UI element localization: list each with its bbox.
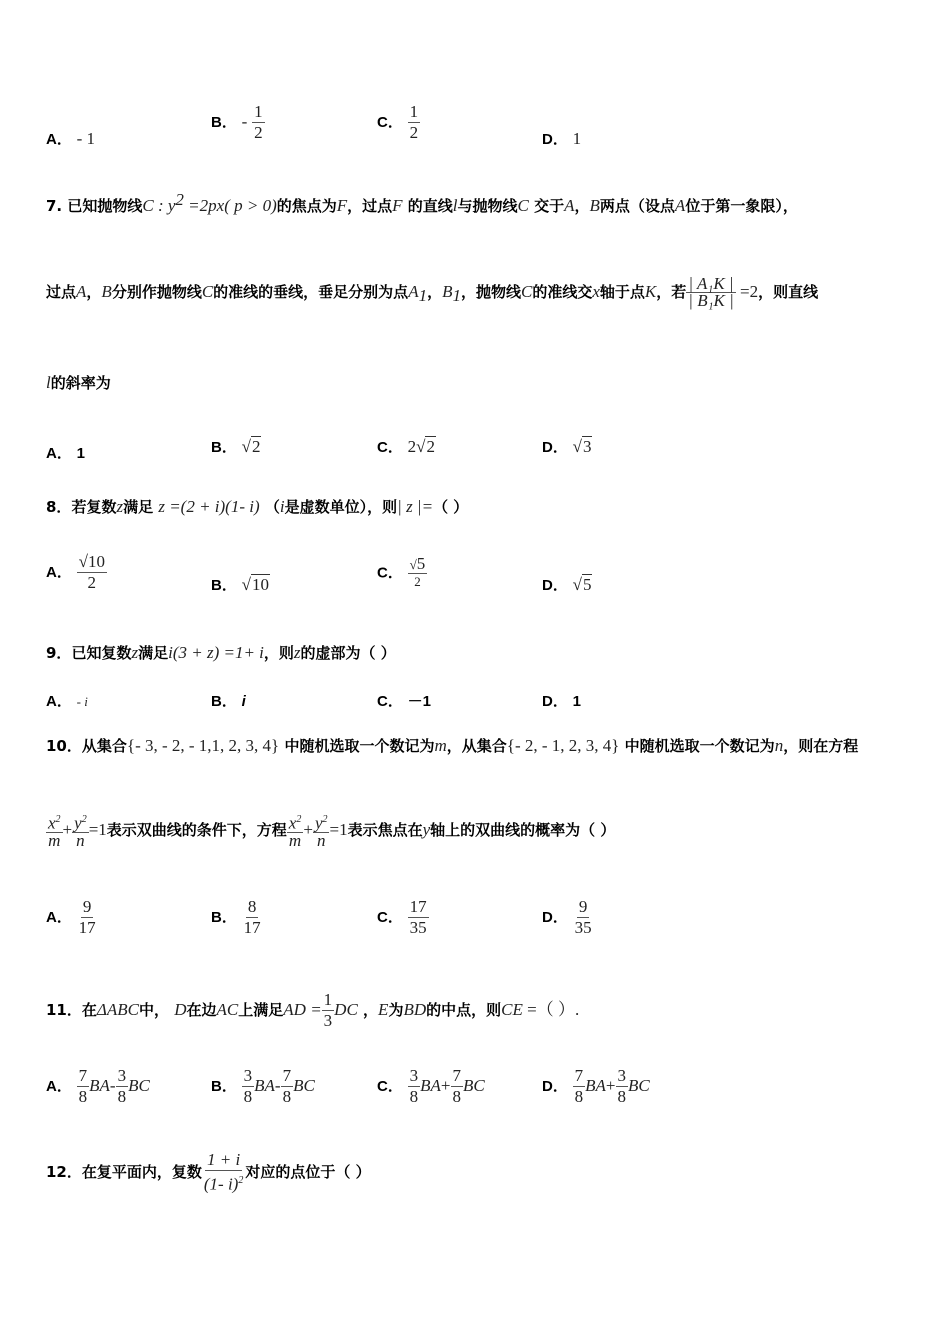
complex-fraction: $\frac{1 + i}{(1- i)^2}$	[203, 1150, 244, 1194]
option-label: D．	[542, 131, 568, 148]
sqrt-expression: √3	[572, 437, 592, 456]
coef-fraction: $\frac{7}{8}$	[282, 1066, 292, 1106]
option-label: B．	[211, 1078, 237, 1095]
sqrt-expression: √2	[241, 437, 261, 456]
q7-option-d[interactable]	[542, 436, 592, 457]
q6-option-d[interactable]	[542, 128, 581, 149]
coef-fraction: $\frac{3}{8}$	[117, 1066, 127, 1106]
option-label: D．	[542, 1078, 568, 1095]
q8-option-c[interactable]	[377, 556, 427, 590]
equation-fraction-x: $\frac{x^2}{m}$	[48, 813, 61, 850]
option-label: C．	[377, 1078, 403, 1095]
option-value: - i	[76, 694, 88, 709]
q6-option-b[interactable]	[211, 102, 265, 143]
coef-fraction: $\frac{3}{8}$	[617, 1066, 626, 1106]
option-value: i	[241, 693, 246, 710]
q10-option-c[interactable]	[377, 897, 429, 938]
ratio-fraction: $\frac{\text{| A₁K |}}{\text{| B₁K |}}$	[688, 274, 734, 310]
option-label: B．	[211, 439, 237, 456]
q9-stem: 9．已知复数z满足i(3 + z) =1+ i，则z的虚部为（ ）	[46, 643, 396, 662]
option-fraction: $\frac{√5}{2}$	[409, 554, 426, 589]
q7-stem-line3: l的斜率为	[46, 373, 111, 392]
q11-stem: 11．在ΔABC中， D在边AC上满足AD = $\frac{1}{3}$ DC ，E为BD的中点，则CE =（ ）.	[46, 990, 580, 1030]
option-value: 1	[572, 693, 581, 710]
option-label: C．	[377, 564, 403, 582]
option-label: A．	[46, 564, 72, 581]
option-fraction: $\frac{√10}{2}$	[78, 552, 105, 592]
option-label: A．	[46, 445, 72, 462]
coef-fraction: $\frac{7}{8}$	[574, 1066, 584, 1106]
q8-option-d[interactable]	[542, 574, 592, 595]
q7-stem-line1: 7. 已知抛物线C : $y^2 =2px$( p > 0)的焦点为F，过点F 的直线l与抛物线C 交于A，B两点（设点A位于第一象限），	[46, 190, 798, 215]
equation-fraction-x: $\frac{x^2}{m}$	[288, 813, 302, 850]
q8-stem: 8．若复数z满足 z =(2 + i)(1- i) （i是虚数单位），则| z |=（ ）	[46, 497, 469, 516]
option-fraction: $\frac{9}{35}$	[574, 897, 592, 937]
sqrt-expression: √5	[572, 575, 592, 594]
option-label: B．	[211, 577, 237, 594]
q6-option-a[interactable]	[46, 128, 95, 149]
q7-stem-line2: 过点A，B分别作抛物线C的准线的垂线，垂足分别为点$A_1$，$B_1$，抛物线C的准线交x轴于点K，若 $\frac{\text{| A₁K |}}{\text{| B₁K |}}$ =2，则直线	[46, 274, 819, 310]
q7-option-a[interactable]	[46, 442, 85, 463]
option-label: A．	[46, 1078, 72, 1095]
ad-fraction: $\frac{1}{3}$	[323, 990, 333, 1030]
equation-fraction-y: $\frac{y^2}{n}$	[74, 813, 87, 850]
option-label: B．	[211, 114, 237, 131]
q7-option-c[interactable]	[377, 436, 436, 457]
q10-stem-line1: 10．从集合{- 3, - 2, - 1,1, 2, 3, 4} 中随机选取一个数记为m，从集合{- 2, - 1, 2, 3, 4} 中随机选取一个数记为n，则在方程	[46, 736, 859, 755]
q9-option-b[interactable]	[211, 690, 246, 711]
q11-option-a[interactable]: A． $\frac{7}{8}$ BA- $\frac{3}{8}$ BC	[46, 1066, 150, 1106]
option-label: A．	[46, 693, 72, 710]
equation-fraction-y: $\frac{y^2}{n}$	[314, 813, 328, 850]
coef-fraction: $\frac{7}{8}$	[452, 1066, 461, 1106]
option-label: B．	[211, 693, 237, 710]
sqrt-expression: √10	[241, 575, 269, 594]
q11-option-b[interactable]: B． $\frac{3}{8}$ BA- $\frac{7}{8}$ BC	[211, 1066, 315, 1106]
option-label: B．	[211, 909, 237, 926]
option-fraction: $\frac{17}{35}$	[409, 897, 427, 937]
sqrt-expression: 2√2	[407, 437, 435, 456]
option-label: D．	[542, 577, 568, 594]
option-label: A．	[46, 131, 72, 148]
q9-option-a[interactable]	[46, 690, 88, 711]
q9-option-d[interactable]	[542, 690, 581, 711]
option-fraction: $\frac{1}{2}$	[254, 102, 263, 142]
q8-option-b[interactable]	[211, 574, 270, 595]
option-label: D．	[542, 909, 568, 926]
q10-option-d[interactable]	[542, 897, 594, 938]
option-label: C．	[377, 439, 403, 456]
option-fraction: $\frac{8}{17}$	[243, 897, 261, 937]
option-label: C．	[377, 114, 403, 131]
option-fraction: $\frac{1}{2}$	[409, 102, 419, 142]
q10-option-a[interactable]	[46, 897, 98, 938]
q8-option-a[interactable]	[46, 552, 107, 593]
option-label: D．	[542, 439, 568, 456]
option-fraction: $\frac{9}{17}$	[78, 897, 96, 937]
option-label: C．	[377, 909, 403, 926]
option-value: 1	[572, 129, 582, 148]
option-label: D．	[542, 693, 568, 710]
coef-fraction: $\frac{3}{8}$	[243, 1066, 253, 1106]
q10-stem-line2: $\frac{x^2}{m}$ + $\frac{y^2}{n}$ =1表示双曲线的条件下，方程 $\frac{x^2}{m}$ + $\frac{y^2}{n}$ =1表示焦点在y轴上的双曲线的概率为（ ）	[48, 813, 616, 850]
coef-fraction: $\frac{7}{8}$	[78, 1066, 88, 1106]
option-value: －1	[407, 693, 431, 710]
option-value: - 1	[76, 129, 96, 148]
option-label: A．	[46, 909, 72, 926]
option-sign: -	[241, 112, 248, 131]
q11-option-c[interactable]: C． $\frac{3}{8}$ BA+ $\frac{7}{8}$ BC	[377, 1066, 485, 1106]
option-value: 1	[76, 445, 85, 462]
option-label: C．	[377, 693, 403, 710]
coef-fraction: $\frac{3}{8}$	[409, 1066, 419, 1106]
q11-option-d[interactable]: D． $\frac{7}{8}$ BA+ $\frac{3}{8}$ BC	[542, 1066, 650, 1106]
q12-stem: 12．在复平面内，复数 $\frac{1 + i}{(1- i)^2}$ 对应的点位于（ ）	[46, 1150, 371, 1194]
q7-option-b[interactable]	[211, 436, 261, 457]
q9-option-c[interactable]	[377, 690, 431, 711]
q6-option-c[interactable]	[377, 102, 420, 143]
q10-option-b[interactable]	[211, 897, 263, 938]
